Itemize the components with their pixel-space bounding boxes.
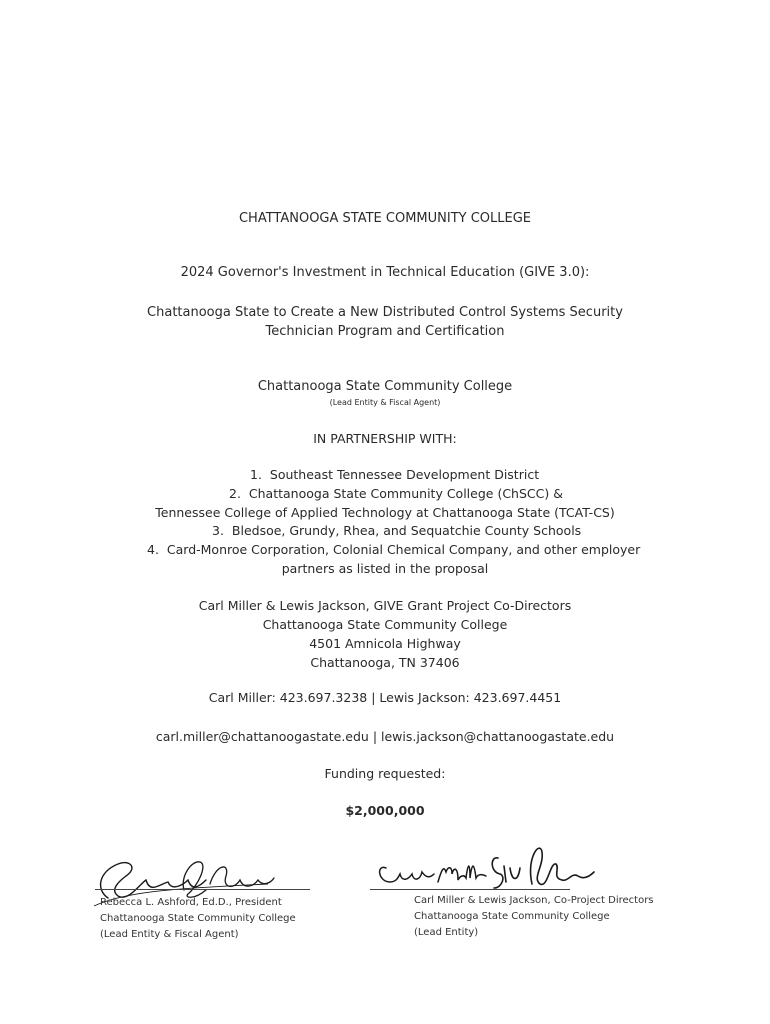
lead-entity-name: Chattanooga State Community College — [257, 379, 513, 394]
project-directors: Carl Miller & Lewis Jackson, GIVE Grant Project Co-Directors — [198, 598, 572, 613]
partnership-heading: IN PARTNERSHIP WITH: — [313, 431, 457, 446]
list-number: 2. — [229, 486, 241, 501]
signatory-name-title: Rebecca L. Ashford, Ed.D., President — [100, 897, 282, 908]
partner-item-4-continued: partners as listed in the proposal — [281, 561, 489, 576]
signatory-name-title: Carl Miller & Lewis Jackson, Co-Project Directors — [414, 895, 654, 906]
list-text: Chattanooga State Community College (ChSCC) & — [248, 486, 563, 501]
partner-item-2-continued: Tennessee College of Applied Technology at Chattanooga State (TCAT-CS) — [155, 505, 615, 520]
list-number: 1. — [250, 467, 262, 482]
email-addresses: carl.miller@chattanoogastate.edu | lewis.jackson@chattanoogastate.edu — [155, 729, 615, 744]
contact-institution: Chattanooga State Community College — [262, 617, 508, 632]
address-line-1: 4501 Amnicola Highway — [309, 636, 461, 651]
partner-item-3 — [212, 523, 581, 538]
list-text: Card-Monroe Corporation, Colonial Chemical Company, and other employer — [166, 542, 641, 557]
signature-block-right — [414, 893, 654, 941]
list-text: Southeast Tennessee Development District — [269, 467, 540, 482]
signature-line-right — [370, 889, 570, 890]
address-line-2: Chattanooga, TN 37406 — [310, 655, 460, 670]
partner-item-4 — [147, 542, 640, 557]
list-number: 3. — [212, 523, 224, 538]
funding-label: Funding requested: — [324, 766, 446, 781]
signatory-institution: Chattanooga State Community College — [414, 911, 610, 922]
signature-line-left — [95, 889, 310, 890]
funding-amount: $2,000,000 — [345, 803, 425, 818]
list-number: 4. — [147, 542, 159, 557]
document-title-line-2: Technician Program and Certification — [265, 324, 505, 339]
signatory-institution: Chattanooga State Community College — [100, 913, 296, 924]
phone-numbers: Carl Miller: 423.697.3238 | Lewis Jackson: 423.697.4451 — [208, 690, 562, 705]
lead-entity-role: (Lead Entity & Fiscal Agent) — [329, 398, 441, 407]
college-name-heading: CHATTANOOGA STATE COMMUNITY COLLEGE — [238, 211, 532, 226]
signatory-role: (Lead Entity) — [414, 927, 479, 938]
list-text: Bledsoe, Grundy, Rhea, and Sequatchie County Schools — [231, 523, 582, 538]
partner-item-2 — [229, 486, 563, 501]
program-line: 2024 Governor's Investment in Technical Education (GIVE 3.0): — [180, 265, 590, 280]
document-title-line-1: Chattanooga State to Create a New Distributed Control Systems Security — [147, 305, 623, 320]
signature-block-left — [100, 895, 296, 943]
signatory-role: (Lead Entity & Fiscal Agent) — [100, 929, 239, 940]
partner-item-1 — [250, 467, 539, 482]
